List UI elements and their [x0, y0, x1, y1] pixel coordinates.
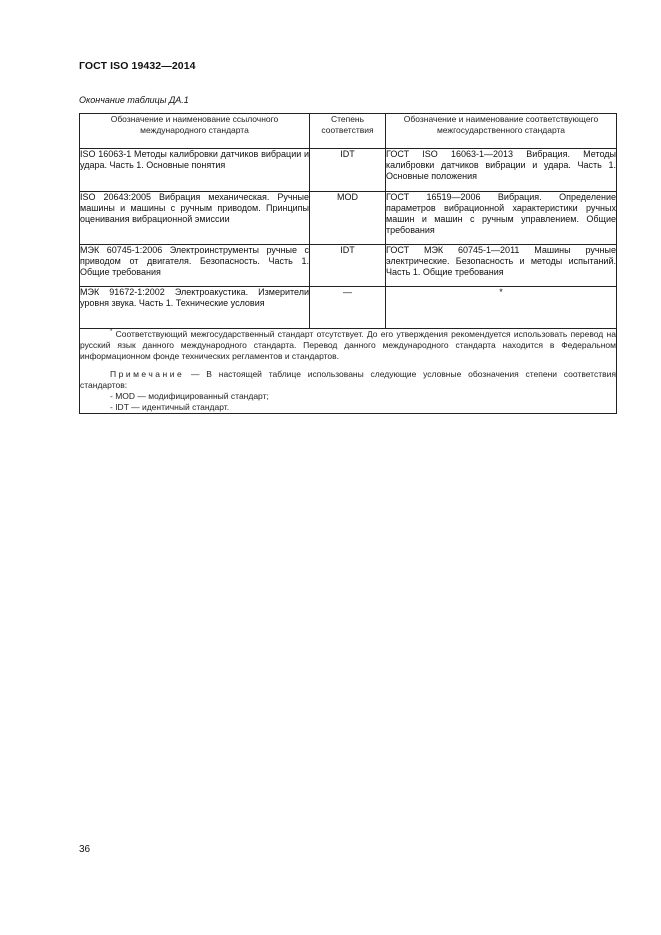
footnote-text: Соответствующий межгосударственный стандарт отсутствует. До его утверждения рекомендуется использовать перевод на русский язык данного международного стандарта. Перевод данного международного стандарта находится в Федеральном информационном фонде технических регламентов и стандартов.: [80, 329, 616, 361]
table-row: [80, 149, 617, 192]
reference-standard-cell: ISO 20643:2005 Вибрация механическая. Ручные машины и машины с ручным приводом. Принципы оценивания вибрационной эмиссии: [80, 192, 310, 245]
table-row: [80, 245, 617, 287]
degree-cell: MOD: [310, 192, 386, 245]
interstate-standard-cell: ГОСТ 16519—2006 Вибрация. Определение параметров вибрационной характеристики ручных машин и машин с ручным управлением. Общие требования: [386, 192, 617, 245]
header-reference-standard: Обозначение и наименование ссылочного международного стандарта: [80, 114, 310, 149]
header-interstate-standard: Обозначение и наименование соответствующего межгосударственного стандарта: [386, 114, 617, 149]
note-label: Примечание: [110, 369, 185, 379]
table-caption: Окончание таблицы ДА.1: [79, 95, 189, 105]
table-header-row: [80, 114, 617, 149]
table-footer-row: [80, 329, 617, 414]
reference-standard-cell: МЭК 91672-1:2002 Электроакустика. Измерители уровня звука. Часть 1. Технические условия: [80, 287, 310, 329]
table-row: [80, 287, 617, 329]
degree-cell: IDT: [310, 245, 386, 287]
interstate-standard-cell: ГОСТ ISO 16063-1—2013 Вибрация. Методы калибровки датчиков вибрации и удара. Часть 1. Основные положения: [386, 149, 617, 192]
table-note: [80, 369, 616, 391]
interstate-standard-cell: ГОСТ МЭК 60745-1—2011 Машины ручные электрические. Безопасность и методы испытаний. Часть 1. Общие требования: [386, 245, 617, 287]
standards-correspondence-table: [79, 113, 617, 414]
reference-standard-cell: ISO 16063-1 Методы калибровки датчиков вибрации и удара. Часть 1. Основные понятия: [80, 149, 310, 192]
footnote-marker: *: [110, 329, 113, 336]
reference-standard-cell: МЭК 60745-1:2006 Электроинструменты ручные с приводом от двигателя. Безопасность. Часть 1. Общие требования: [80, 245, 310, 287]
note-text: — В настоящей таблице использованы следующие условные обозначения степени соответствия стандартов:: [80, 369, 616, 390]
legend-item-idt: - IDT — идентичный стандарт.: [110, 402, 230, 412]
legend-item-mod: - MOD — модифицированный стандарт;: [110, 391, 269, 401]
legend-list: [80, 391, 616, 413]
page-number: 36: [79, 844, 91, 855]
degree-cell: —: [310, 287, 386, 329]
degree-cell: IDT: [310, 149, 386, 192]
header-degree-of-correspondence: Степень соответствия: [310, 114, 386, 149]
table-row: [80, 192, 617, 245]
footnote: [80, 329, 616, 362]
table-footnotes: [80, 329, 617, 414]
document-title: ГОСТ ISO 19432—2014: [79, 60, 196, 72]
interstate-standard-cell: *: [386, 287, 617, 329]
